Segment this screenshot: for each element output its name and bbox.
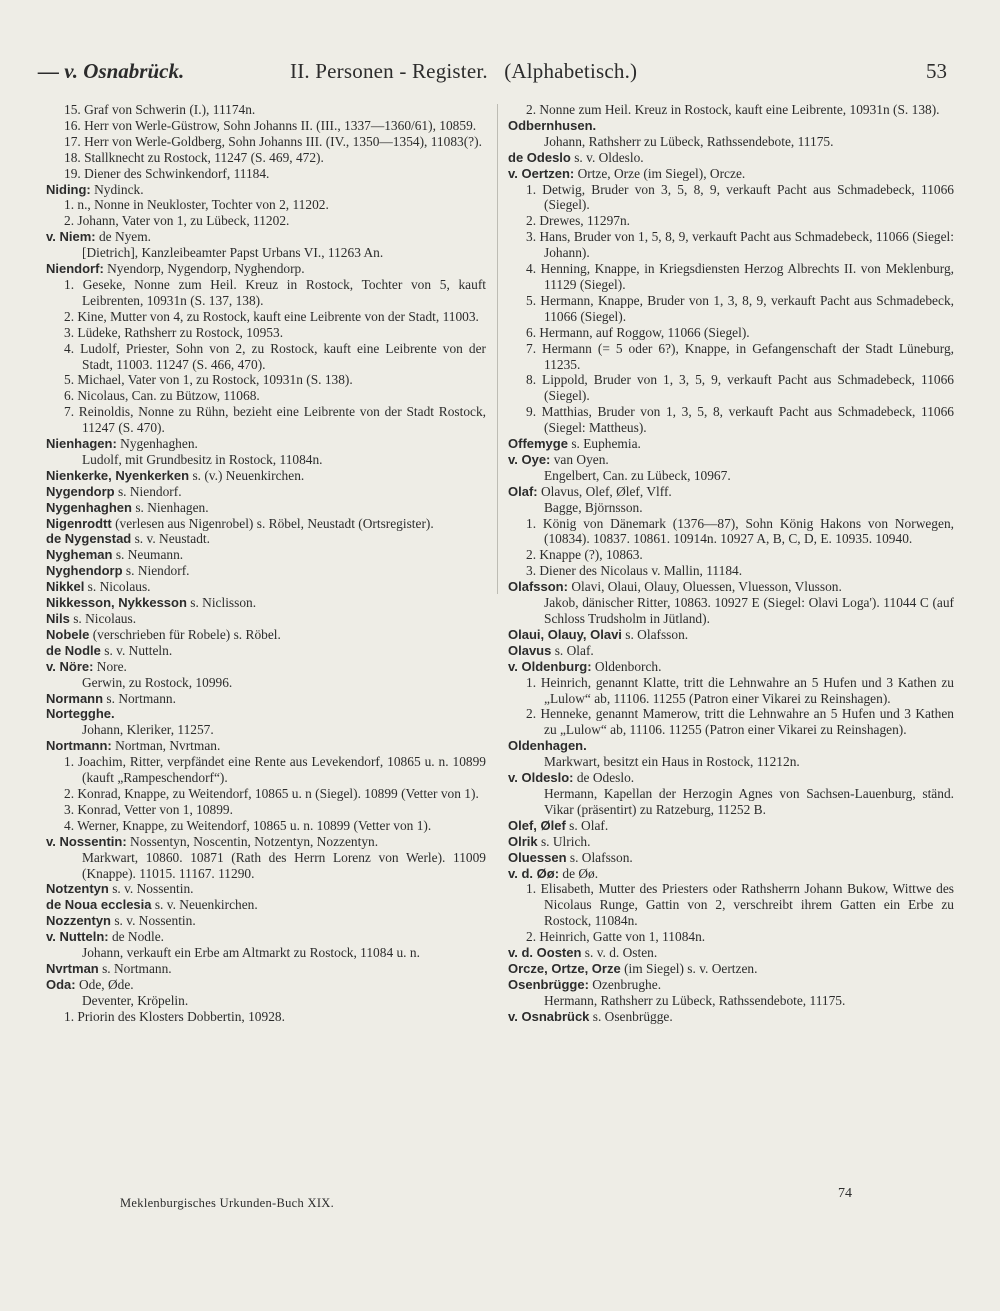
register-headword-entry xyxy=(508,166,954,182)
headword: Nygheman xyxy=(46,547,113,563)
headword-variants: s. Olafsson. xyxy=(566,849,633,865)
headword: Nyghendorp xyxy=(46,563,123,579)
headword: v. Oye: xyxy=(508,451,551,467)
register-headword-entry xyxy=(46,691,486,707)
headword-variants: de Nyem. xyxy=(95,229,152,245)
headword: de Odeslo xyxy=(508,149,571,165)
register-headword-entry xyxy=(46,961,486,977)
register-headword-entry xyxy=(46,182,486,198)
right-column xyxy=(508,102,954,1025)
headword-variants: s. Ulrich. xyxy=(537,833,591,849)
register-headword-entry xyxy=(46,643,486,659)
headword-variants: (verlesen aus Nigenrobel) s. Röbel, Neustadt (Ortsregister). xyxy=(111,515,434,531)
numbered-person-entry: 1. Detwig, Bruder von 3, 5, 8, 9, verkauft Pacht aus Schmadebeck, 11066 (Siegel). xyxy=(526,181,954,213)
headword: Nils xyxy=(46,611,70,626)
numbered-person-entry: 16. Herr von Werle-Güstrow, Sohn Johanns II. (III., 1337—1360/61), 10859. xyxy=(64,117,477,133)
numbered-person-entry: 8. Lippold, Bruder von 1, 3, 5, 9, verkauft Pacht aus Schmadebeck, 11066 (Siegel). xyxy=(526,372,954,404)
headword-variants: s. Niendorf. xyxy=(114,483,182,499)
headword-variants: Nortman, Nvrtman. xyxy=(111,738,221,754)
numbered-person-entry: 4. Werner, Knappe, zu Weitendorf, 10865 u. n. 10899 (Vetter von 1). xyxy=(64,817,432,833)
numbered-person-entry: 1. Elisabeth, Mutter des Priesters oder Rathsherrn Johann Bukow, Wittwe des Nicolaus Runge, Gattin von 2, verschreibt ihrem Gatten ein Erbe zu Rostock, 11084n. xyxy=(526,881,954,929)
numbered-person-entry: 2. Knappe (?), 10863. xyxy=(526,547,643,563)
headword: Nygenhaghen xyxy=(46,499,132,515)
register-headword-entry xyxy=(46,436,486,452)
numbered-person-entry: 4. Ludolf, Priester, Sohn von 2, zu Rostock, kauft eine Leibrente von der Stadt, 11003. 11247 (S. 466, 470). xyxy=(64,340,486,372)
headword: v. d. Oosten xyxy=(508,945,582,961)
headword: Nikkel xyxy=(46,579,85,595)
headword: Odbernhusen. xyxy=(508,117,597,133)
person-entry: Johann, Kleriker, 11257. xyxy=(82,722,214,738)
numbered-person-entry: 5. Michael, Vater von 1, zu Rostock, 10931n (S. 138). xyxy=(64,372,353,388)
register-headword-entry xyxy=(46,929,486,945)
headword: Olavus xyxy=(508,642,552,658)
footer-signature-mark: 74 xyxy=(838,1186,852,1201)
register-headword-entry xyxy=(508,850,954,866)
register-headword-entry xyxy=(46,595,486,611)
headword: v. Osnabrück xyxy=(508,1008,590,1024)
headword-variants: s. v. Oldeslo. xyxy=(570,149,644,165)
numbered-person-entry: 2. Nonne zum Heil. Kreuz in Rostock, kauft eine Leibrente, 10931n (S. 138). xyxy=(526,102,940,117)
headword-variants: (verschrieben für Robele) s. Röbel. xyxy=(89,626,281,642)
headword-variants: s. Osenbrügge. xyxy=(589,1008,673,1024)
person-entry: Gerwin, zu Rostock, 10996. xyxy=(82,674,233,690)
register-headword-entry xyxy=(46,913,486,929)
person-entry: Johann, verkauft ein Erbe am Altmarkt zu Rostock, 11084 u. n. xyxy=(82,945,420,961)
register-headword-entry xyxy=(508,834,954,850)
headword: v. Oertzen: xyxy=(508,165,575,181)
register-headword-entry xyxy=(46,897,486,913)
register-headword-entry xyxy=(508,436,954,452)
headword-variants: Nydinck. xyxy=(90,181,144,197)
headword: Olef, Ølef xyxy=(508,817,566,833)
numbered-person-entry: 2. Heinrich, Gatte von 1, 11084n. xyxy=(526,929,706,945)
numbered-person-entry: 3. Hans, Bruder von 1, 5, 8, 9, verkauft Pacht aus Schmadebeck, 11066 (Siegel: Johann). xyxy=(526,229,954,261)
headword-variants: Ortze, Orze (im Siegel), Orcze. xyxy=(574,165,746,181)
person-entry: Johann, Rathsherr zu Lübeck, Rathssendebote, 11175. xyxy=(544,133,834,149)
register-headword-entry xyxy=(46,627,486,643)
register-headword-entry xyxy=(508,484,954,500)
headword: v. Nöre: xyxy=(46,658,94,674)
headword: v. Nutteln: xyxy=(46,929,109,945)
register-headword-entry xyxy=(508,945,954,961)
headword-variants: s. (v.) Neuenkirchen. xyxy=(189,467,305,483)
headword: v. Nossentin: xyxy=(46,833,127,849)
numbered-person-entry: 7. Reinoldis, Nonne zu Rühn, bezieht eine Leibrente von der Stadt Rostock, 11247 (S. 470). xyxy=(64,404,486,436)
column-divider xyxy=(497,104,498,594)
register-headword-entry xyxy=(46,977,486,993)
headword: Notzentyn xyxy=(46,881,109,897)
headword-variants: (im Siegel) s. v. Oertzen. xyxy=(620,960,758,976)
register-headword-entry xyxy=(46,468,486,484)
headword: v. Oldenburg: xyxy=(508,658,592,674)
headword-variants: s. v. d. Osten. xyxy=(581,945,658,961)
running-head-left: — v. Osnabrück. xyxy=(38,59,185,83)
register-headword-entry xyxy=(46,531,486,547)
person-entry: Markwart, 10860. 10871 (Rath des Herrn Lorenz von Werle). 11009 (Knappe). 11015. 11167. 11290. xyxy=(82,849,486,881)
numbered-person-entry: 3. Konrad, Vetter von 1, 10899. xyxy=(64,801,233,817)
headword: Nienhagen: xyxy=(46,436,117,452)
register-headword-entry xyxy=(46,229,486,245)
headword-variants: Nossentyn, Noscentin, Notzentyn, Nozzentyn. xyxy=(126,833,379,849)
numbered-person-entry: 2. Johann, Vater von 1, zu Lübeck, 11202. xyxy=(64,213,290,229)
headword-variants: s. Neumann. xyxy=(112,547,184,563)
numbered-person-entry: 2. Drewes, 11297n. xyxy=(526,213,631,229)
person-entry: Deventer, Kröpelin. xyxy=(82,992,189,1008)
headword-variants: s. Nienhagen. xyxy=(131,499,209,515)
numbered-person-entry: 2. Konrad, Knappe, zu Weitendorf, 10865 u. n (Siegel). 10899 (Vetter von 1). xyxy=(64,785,479,801)
headword: Olaui, Olauy, Olavi xyxy=(508,626,622,642)
numbered-person-entry: 17. Herr von Werle-Goldberg, Sohn Johanns III. (IV., 1350—1354), 11083(?). xyxy=(64,133,482,149)
headword: Nigenrodtt xyxy=(46,515,112,531)
register-headword-entry xyxy=(46,500,486,516)
numbered-person-entry: 3. Diener des Nicolaus v. Mallin, 11184. xyxy=(526,563,743,579)
page-number: 53 xyxy=(926,59,947,83)
register-headword-entry xyxy=(46,738,486,754)
numbered-person-entry: 2. Kine, Mutter von 4, zu Rostock, kauft eine Leibrente von der Stadt, 11003. xyxy=(64,308,479,324)
numbered-person-entry: 7. Hermann (= 5 oder 6?), Knappe, in Gefangenschaft der Stadt Lüneburg, 11235. xyxy=(526,340,954,372)
headword: Offemyge xyxy=(508,436,568,452)
headword-variants: s. Niendorf. xyxy=(122,563,190,579)
register-headword-entry xyxy=(46,261,486,277)
register-headword-entry xyxy=(46,881,486,897)
register-headword-entry xyxy=(508,818,954,834)
headword: Normann xyxy=(46,690,104,706)
person-entry: Engelbert, Can. zu Lübeck, 10967. xyxy=(544,467,731,483)
numbered-person-entry: 4. Henning, Knappe, in Kriegsdiensten Herzog Albrechts II. von Meklenburg, 11129 (Siegel). xyxy=(526,261,954,292)
person-entry: [Dietrich], Kanzleibeamter Papst Urbans VI., 11263 An. xyxy=(82,245,384,261)
headword: Olaf: xyxy=(508,483,538,499)
numbered-person-entry: 6. Nicolaus, Can. zu Bützow, 11068. xyxy=(64,388,260,404)
headword: Nygendorp xyxy=(46,483,115,499)
headword-variants: s. Niclisson. xyxy=(186,595,257,611)
register-headword-entry xyxy=(508,579,954,595)
register-headword-entry xyxy=(508,866,954,882)
headword: Olrik xyxy=(508,833,538,849)
headword: Nortegghe. xyxy=(46,706,115,722)
person-entry: Jakob, dänischer Ritter, 10863. 10927 E (Siegel: Olavi Loga'). 11044 C (auf Schloss Trudsholm in Jütland). xyxy=(544,595,954,626)
footer-book-title: Meklenburgisches Urkunden-Buch XIX. xyxy=(120,1196,335,1210)
left-column xyxy=(46,102,486,1025)
headword: de Noua ecclesia xyxy=(46,897,152,913)
headword-variants: s. Nortmann. xyxy=(98,960,172,976)
headword-variants: Ode, Øde. xyxy=(75,976,134,992)
headword-variants: de Odeslo. xyxy=(573,770,635,786)
register-headword-entry xyxy=(46,579,486,595)
numbered-person-entry: 3. Lüdeke, Rathsherr zu Rostock, 10953. xyxy=(64,324,284,340)
numbered-person-entry: 1. Heinrich, genannt Klatte, tritt die Lehnwahre an 5 Hufen und 3 Kathen zu „Lulow“ ab, 11106. 11255 (Patron einer Vikarei zu Reinshagen). xyxy=(526,674,954,706)
register-headword-entry xyxy=(508,452,954,468)
headword-variants: s. v. Neuenkirchen. xyxy=(151,897,258,913)
headword-variants: s. Olaf. xyxy=(551,642,594,658)
running-head-title: II. Personen - Register. (Alphabetisch.) xyxy=(290,59,638,83)
headword: Orcze, Ortze, Orze xyxy=(508,960,621,976)
register-headword-entry xyxy=(508,627,954,643)
numbered-person-entry: 1. n., Nonne in Neukloster, Tochter von 2, 11202. xyxy=(64,197,329,213)
register-headword-entry xyxy=(46,834,486,850)
headword: Nozzentyn xyxy=(46,913,111,929)
register-headword-entry xyxy=(46,563,486,579)
headword-variants: Olavus, Olef, Ølef, Vlff. xyxy=(537,483,672,499)
headword-variants: Ozenbrughe. xyxy=(588,976,662,992)
headword-variants: s. Nicolaus. xyxy=(84,579,151,595)
headword: v. Oldeslo: xyxy=(508,770,574,786)
headword-variants: Olavi, Olaui, Olauy, Oluessen, Vluesson, Vlusson. xyxy=(567,579,842,595)
numbered-person-entry: 1. Priorin des Klosters Dobbertin, 10928. xyxy=(64,1008,285,1024)
register-headword-entry xyxy=(508,643,954,659)
headword: v. Niem: xyxy=(46,229,96,245)
headword-variants: Nyendorp, Nygendorp, Nyghendorp. xyxy=(103,261,305,277)
person-entry: Bagge, Björnsson. xyxy=(544,499,643,515)
headword: Osenbrügge: xyxy=(508,976,589,992)
headword-variants: s. Nortmann. xyxy=(103,690,176,706)
register-headword-entry xyxy=(508,150,954,166)
headword-variants: de Nodle. xyxy=(108,929,165,945)
headword: Olafsson: xyxy=(508,579,568,595)
headword: v. d. Øø: xyxy=(508,865,560,881)
headword: Oluessen xyxy=(508,849,567,865)
register-headword-entry xyxy=(46,516,486,532)
headword-variants: s. v. Neustadt. xyxy=(131,531,210,547)
headword: Oda: xyxy=(46,976,76,992)
headword: Oldenhagen. xyxy=(508,738,587,754)
numbered-person-entry: 5. Hermann, Knappe, Bruder von 1, 3, 8, 9, verkauft Pacht aus Schmadebeck, 11066 (Siegel). xyxy=(526,292,954,324)
numbered-person-entry: 9. Matthias, Bruder von 1, 3, 5, 8, verkauft Pacht aus Schmadebeck, 11066 (Siegel: Mattheus). xyxy=(526,404,954,436)
headword-variants: s. Olaf. xyxy=(565,817,609,833)
headword-variants: Oldenborch. xyxy=(591,658,662,674)
headword: Nikkesson, Nykkesson xyxy=(46,595,187,611)
headword: Niding: xyxy=(46,181,91,197)
numbered-person-entry: 19. Diener des Schwinkendorf, 11184. xyxy=(64,165,270,181)
headword-variants: Nygenhaghen. xyxy=(116,436,198,452)
headword: Nortmann: xyxy=(46,738,112,754)
numbered-person-entry: 15. Graf von Schwerin (I.), 11174n. xyxy=(64,102,256,117)
person-entry: Ludolf, mit Grundbesitz in Rostock, 11084n. xyxy=(82,451,323,467)
person-entry: Markwart, besitzt ein Haus in Rostock, 11212n. xyxy=(544,754,800,770)
headword: Nienkerke, Nyenkerken xyxy=(46,467,190,483)
numbered-person-entry: 2. Henneke, genannt Mamerow, tritt die Lehnwahre an 5 Hufen und 3 Kathen zu „Lulow“ ab, 11106. 11255 (Patron einer Vikarei zu Reinshagen). xyxy=(526,706,954,738)
register-headword-entry xyxy=(46,611,486,627)
numbered-person-entry: 18. Stallknecht zu Rostock, 11247 (S. 469, 472). xyxy=(64,149,324,165)
register-headword-entry xyxy=(46,659,486,675)
headword-variants: van Oyen. xyxy=(550,451,609,467)
register-headword-entry xyxy=(508,770,954,786)
person-entry: Hermann, Kapellan der Herzogin Agnes von Sachsen-Lauenburg, ständ. Vikar (präsentirt) zu Ratzeburg, 11252 B. xyxy=(544,785,954,817)
headword: de Nodle xyxy=(46,642,101,658)
register-headword-entry xyxy=(46,547,486,563)
headword-variants: Nore. xyxy=(93,658,127,674)
numbered-person-entry: 1. Geseke, Nonne zum Heil. Kreuz in Rostock, Tochter von 5, kauft Leibrenten, 10931n (S. 137, 138). xyxy=(64,276,486,308)
headword: Nvrtman xyxy=(46,960,99,976)
headword: de Nygenstad xyxy=(46,531,132,547)
register-headword-entry xyxy=(46,706,486,722)
register-headword-entry xyxy=(508,977,954,993)
register-headword-entry xyxy=(508,659,954,675)
headword: Niendorf: xyxy=(46,261,104,277)
register-headword-entry xyxy=(508,738,954,754)
headword-variants: de Øø. xyxy=(559,865,599,881)
register-headword-entry xyxy=(46,484,486,500)
headword-variants: s. Nicolaus. xyxy=(69,611,137,626)
headword-variants: s. v. Nossentin. xyxy=(108,881,194,897)
headword-variants: s. Euphemia. xyxy=(567,436,641,452)
headword-variants: s. v. Nossentin. xyxy=(111,913,196,929)
person-entry: Hermann, Rathsherr zu Lübeck, Rathssendebote, 11175. xyxy=(544,992,846,1008)
register-headword-entry xyxy=(508,961,954,977)
numbered-person-entry: 1. König von Dänemark (1376—87), Sohn König Hakons von Norwegen, (10834). 10837. 10861. 10914n. 10927 A, B, C, D, E. 10935. 10940. xyxy=(526,515,954,547)
headword: Nobele xyxy=(46,626,90,642)
headword-variants: s. Olafsson. xyxy=(621,626,689,642)
register-headword-entry xyxy=(508,118,954,134)
headword-variants: s. v. Nutteln. xyxy=(100,642,173,658)
numbered-person-entry: 6. Hermann, auf Roggow, 11066 (Siegel). xyxy=(526,324,750,340)
register-headword-entry xyxy=(508,1009,954,1025)
numbered-person-entry: 1. Joachim, Ritter, verpfändet eine Rente aus Levekendorf, 10865 u. n. 10899 (kauft „Rampeschendorf“). xyxy=(64,754,486,786)
